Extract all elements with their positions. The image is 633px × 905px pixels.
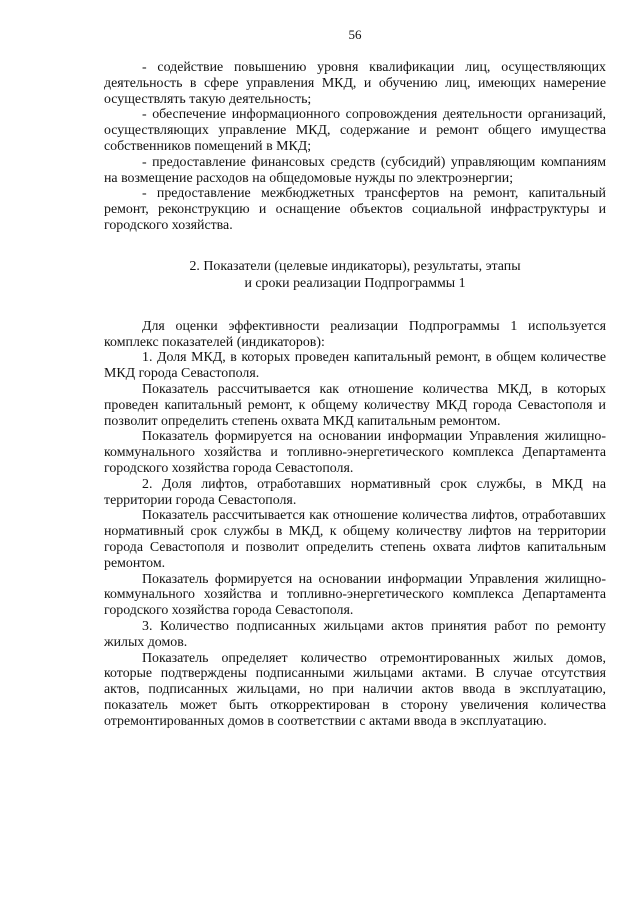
- paragraph-indicator-2-source: Показатель формируется на основании информации Управления жилищно-коммунального хозяйства и топливно-энергетического комплекса Департамента городского хозяйства города Севастополя.: [104, 571, 606, 619]
- paragraph-bullet-2: - обеспечение информационного сопровождения деятельности организаций, осуществляющих управление МКД, содержание и ремонт общего имущества собственников помещений в МКД;: [104, 107, 606, 154]
- paragraph-indicator-1-source: Показатель формируется на основании информации Управления жилищно-коммунального хозяйства и топливно-энергетического комплекса Департамента городского хозяйства города Севастополя.: [104, 429, 606, 476]
- paragraph-indicator-3-calc: Показатель определяет количество отремонтированных жилых домов, которые подтверждены подписанными жильцами актами. В случае отсутствия актов, подписанных жильцами, но при наличии актов ввода в эксплуатацию, показатель может быть откорректирован в сторону увеличения количества отремонтированных домов в соответствии с актами ввода в эксплуатацию.: [104, 650, 606, 729]
- paragraph-bullet-1: - содействие повышению уровня квалификации лиц, осуществляющих деятельность в сфере управления МКД, и обучению лиц, имеющих намерение осуществлять такую деятельность;: [104, 60, 606, 107]
- paragraph-indicator-3-title: 3. Количество подписанных жильцами актов принятия работ по ремонту жилых домов.: [104, 618, 606, 650]
- paragraph-indicator-1-calc: Показатель рассчитывается как отношение количества МКД, в которых проведен капитальный ремонт, к общему количеству МКД города Севастополя и позволит определить степень охвата МКД капитальным ремонтом.: [104, 381, 606, 429]
- paragraph-intro: Для оценки эффективности реализации Подпрограммы 1 используется комплекс показателей (индикаторов):: [104, 318, 606, 350]
- paragraph-bullet-3: - предоставление финансовых средств (субсидий) управляющим компаниям на возмещение расходов на общедомовые нужды по электроэнергии;: [104, 154, 606, 186]
- paragraph-indicator-1-title: 1. Доля МКД, в которых проведен капитальный ремонт, в общем количестве МКД города Севастополя.: [104, 350, 606, 382]
- section-heading-line-2: и сроки реализации Подпрограммы 1: [244, 275, 466, 291]
- page-number: 56: [348, 27, 362, 42]
- paragraph-indicator-2-title: 2. Доля лифтов, отработавших нормативный срок службы, в МКД на территории города Севастополя.: [104, 476, 606, 508]
- paragraph-indicator-2-calc: Показатель рассчитывается как отношение количества лифтов, отработавших нормативный срок службы в МКД, к общему количеству лифтов на территории города Севастополя и позволит определить степень охвата лифтов капитальным ремонтом.: [104, 508, 606, 571]
- section-heading: [104, 258, 606, 292]
- section-heading-line-1: 2. Показатели (целевые индикаторы), результаты, этапы: [189, 258, 521, 274]
- paragraph-bullet-4: - предоставление межбюджетных трансфертов на ремонт, капитальный ремонт, реконструкцию и оснащение объектов социальной инфраструктуры и городского хозяйства.: [104, 186, 606, 233]
